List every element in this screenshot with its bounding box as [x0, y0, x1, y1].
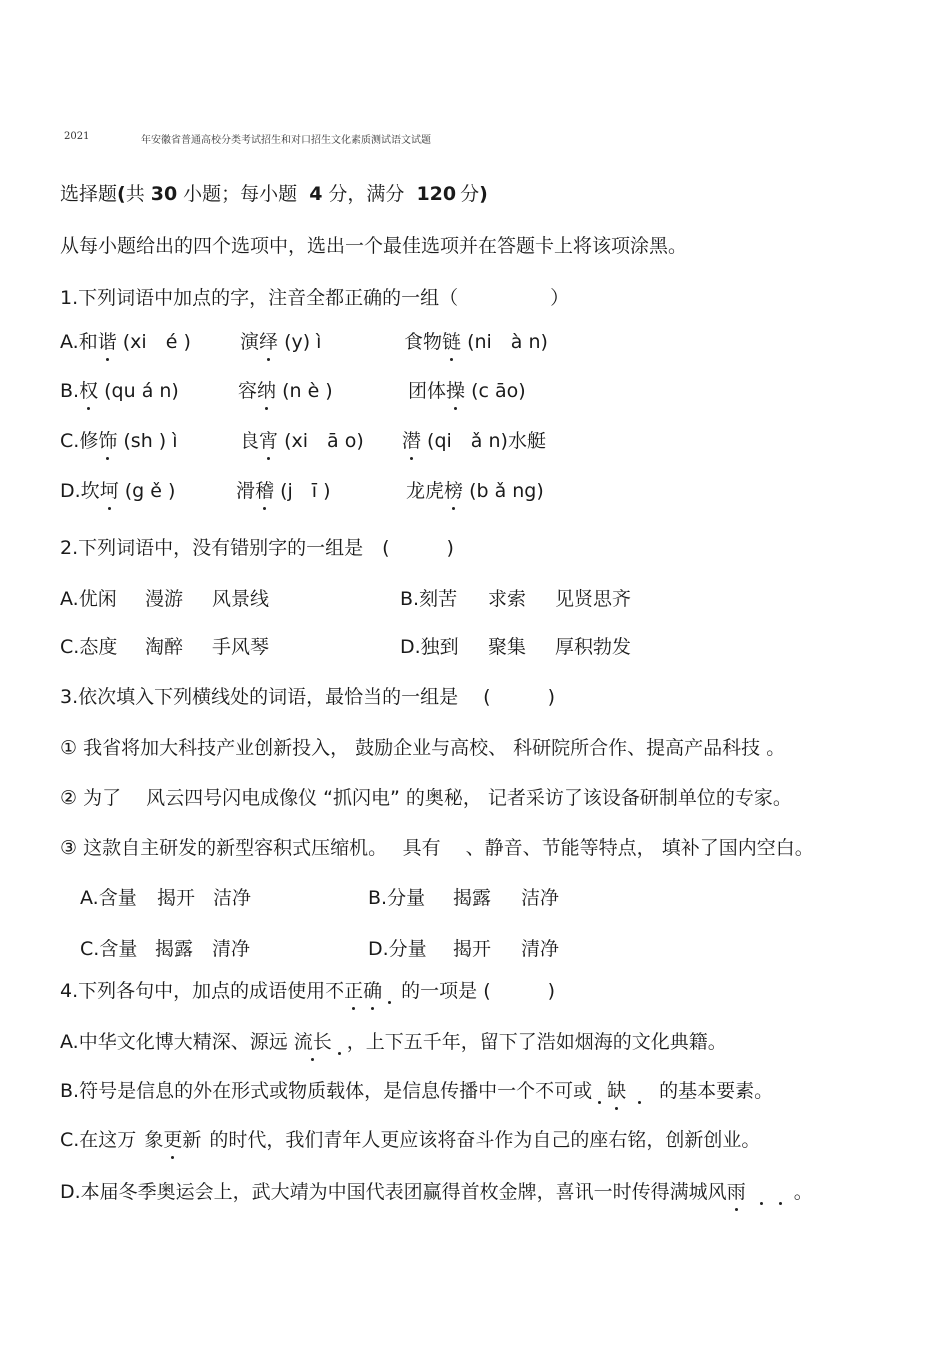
q3-option-b-word3: 洁净	[521, 887, 560, 909]
section-instruction: 从每小题给出的四个选项中，选出一个最佳选项并在答题卡上将该项涂黑。	[60, 235, 688, 257]
sentence-end: 的基本要素。	[659, 1080, 774, 1102]
pinyin: (y) ì	[278, 331, 322, 353]
word-plain: 和	[78, 331, 98, 353]
sentence-end: 的时代，我们青年人更应该将奋斗作为自己的座右铭，创新创业。	[209, 1129, 761, 1151]
q4-option-c	[60, 1128, 760, 1152]
q1-option-b-word3	[408, 379, 526, 403]
section-title	[60, 182, 488, 206]
q3-stem: 3.依次填入下列横线处的词语，最恰当的一组是 ( )	[60, 686, 555, 708]
q1-option-a-word3	[404, 330, 548, 354]
q4-option-b	[60, 1079, 773, 1104]
header-year: 2021	[64, 131, 90, 142]
dotted-char: 稽	[255, 480, 275, 502]
word-plain: 演	[240, 331, 260, 353]
dotted-char: 正	[344, 980, 364, 1002]
sentence-start: D.本届冬季奥运会上，武大靖为中国代表团赢得首枚金牌，喜讯一时传得满城风	[60, 1181, 727, 1203]
q2-option-d-word3: 厚积勃发	[555, 636, 632, 658]
q1-stem	[60, 286, 569, 310]
pinyin: (qu á n)	[98, 380, 179, 402]
pinyin: (c āo)	[465, 380, 526, 402]
option-label: D.	[60, 480, 81, 502]
option-label: A.	[60, 588, 79, 610]
word: 含量	[98, 887, 137, 909]
q3-option-d-word2: 揭开	[453, 938, 492, 960]
word-plain: 良	[240, 430, 260, 452]
section-count-label: 共	[125, 183, 145, 205]
sentence-start: A.中华文化博大精深、源远	[60, 1031, 288, 1053]
pinyin: (ni à n)	[461, 331, 548, 353]
dotted-idiom: 缺	[607, 1080, 627, 1102]
dotted-char: 操	[446, 380, 466, 402]
section-points-unit: 分，满分	[328, 183, 405, 205]
pinyin: (qi ǎ n)	[421, 430, 508, 452]
option-label: B.	[400, 588, 420, 610]
pinyin: (g ě )	[118, 480, 176, 502]
emphasis-dot	[598, 1101, 601, 1104]
dotted-char: 纳	[257, 380, 277, 402]
sentence-end: ，上下五千年，留下了浩如烟海的文化典籍。	[346, 1031, 727, 1053]
q3-option-d	[368, 937, 427, 961]
word-plain: 坎	[80, 480, 100, 502]
word-plain: 龙虎	[406, 480, 445, 502]
dotted-char: 榜	[444, 480, 464, 502]
emphasis-dot	[760, 1202, 763, 1205]
dotted-char: 绎	[259, 331, 279, 353]
pinyin: (b ǎ ng)	[463, 480, 544, 502]
dotted-char: 宵	[259, 430, 279, 452]
q3-option-b-word2: 揭露	[453, 887, 492, 909]
section-total: 120	[416, 183, 457, 205]
option-label: B.	[60, 380, 80, 402]
q3-option-c-word2: 揭露	[155, 938, 194, 960]
q2-option-b-word2: 求索	[488, 588, 527, 610]
dotted-char: 坷	[99, 480, 119, 502]
pinyin: (n è )	[276, 380, 333, 402]
q2-option-b	[400, 587, 457, 611]
q1-option-c	[60, 429, 178, 453]
q1-option-d-word3	[406, 479, 544, 503]
pinyin: (xi ā o)	[278, 430, 364, 452]
q4-stem-start: 4.下列各句中，加点的成语使用不	[60, 980, 345, 1002]
sentence-start: B.符号是信息的外在形式或物质载体，是信息传播中一个不可或	[60, 1080, 593, 1102]
word-plain: 团体	[408, 380, 447, 402]
q2-option-c-word2: 淘醉	[145, 636, 184, 658]
word: 分量	[388, 938, 427, 960]
sentence-end: 。	[793, 1181, 813, 1203]
section-paren-close: )	[479, 183, 488, 205]
q2-stem: 2.下列词语中，没有错别字的一组是 ( )	[60, 537, 454, 559]
q4-option-a	[60, 1030, 727, 1055]
option-label: D.	[368, 938, 389, 960]
word-tail: 水艇	[507, 430, 546, 452]
q1-option-d-word2	[236, 479, 331, 503]
emphasis-dot	[338, 1052, 341, 1055]
q2-option-d-word2: 聚集	[488, 636, 527, 658]
word-plain: 容	[238, 380, 258, 402]
section-title-prefix: 选择题	[60, 183, 118, 205]
dotted-char: 权	[79, 380, 99, 402]
dotted-char: 链	[442, 331, 462, 353]
q3-sentence-2: ② 为了 风云四号闪电成像仪 “抓闪电” 的奥秘， 记者采访了该设备研制单位的专家。	[60, 787, 792, 809]
section-paren-open: (	[117, 183, 126, 205]
word-plain: 食物	[404, 331, 443, 353]
q1-option-c-word3	[402, 429, 546, 453]
dotted-char: 潜	[402, 430, 422, 452]
option-label: D.	[400, 636, 421, 658]
word-plain: 修	[79, 430, 99, 452]
q2-option-a-word2: 漫游	[145, 588, 184, 610]
section-count-unit: 小题；每小题	[183, 183, 298, 205]
q1-option-b	[60, 379, 179, 403]
q3-option-d-word3: 清净	[521, 938, 560, 960]
option-label: C.	[60, 636, 80, 658]
q1-stem-text: 1.下列词语中加点的字，注音全都正确的一组（	[60, 287, 459, 309]
q2-option-d	[400, 635, 459, 659]
q4-stem-end: 的一项是 ( )	[401, 980, 556, 1002]
word: 含量	[99, 938, 138, 960]
option-label: B.	[368, 887, 388, 909]
q1-option-a-word2	[240, 330, 321, 354]
q1-option-a	[60, 330, 191, 354]
emphasis-dot	[638, 1101, 641, 1104]
pinyin: (xi é )	[116, 331, 191, 353]
word: 态度	[79, 636, 118, 658]
dotted-idiom: 象更新	[144, 1129, 202, 1151]
dotted-idiom: 雨	[726, 1181, 746, 1203]
option-label: C.	[80, 938, 100, 960]
sentence-start: C.在这万	[60, 1129, 137, 1151]
pinyin: (j ī )	[274, 480, 331, 502]
q1-option-b-word2	[238, 379, 333, 403]
q3-option-b	[368, 886, 425, 910]
word: 刻苦	[419, 588, 458, 610]
dotted-char: 谐	[97, 331, 117, 353]
option-label: A.	[60, 331, 79, 353]
q2-option-a	[60, 587, 117, 611]
section-total-unit: 分	[460, 183, 480, 205]
q1-option-d	[60, 479, 175, 503]
q3-option-c-word3: 清净	[212, 938, 251, 960]
word: 独到	[420, 636, 459, 658]
dotted-char: 确	[363, 980, 383, 1002]
word-plain: 滑	[236, 480, 256, 502]
pinyin: (sh ) ì	[117, 430, 178, 452]
option-label: A.	[80, 887, 99, 909]
q1-option-c-word2	[240, 429, 364, 453]
option-label: C.	[60, 430, 80, 452]
q4-option-d	[60, 1180, 813, 1205]
q2-option-b-word3: 见贤思齐	[555, 588, 632, 610]
q3-sentence-3: ③ 这款自主研发的新型容积式压缩机。 具有 、静音、节能等特点， 填补了国内空白。	[60, 837, 814, 859]
section-count: 30	[150, 183, 178, 205]
word: 优闲	[78, 588, 117, 610]
q3-sentence-1: ① 我省将加大科技产业创新投入， 鼓励企业与高校、 科研院所合作、提高产品科技 。	[60, 737, 786, 759]
q3-option-c	[80, 937, 137, 961]
q2-option-c-word3: 手风琴	[212, 636, 270, 658]
q3-option-a	[80, 886, 137, 910]
q1-stem-close: ）	[550, 287, 570, 309]
emphasis-dot	[388, 1001, 391, 1004]
q3-option-a-word3: 洁净	[213, 887, 252, 909]
header-title: 年安徽省普通高校分类考试招生和对口招生文化素质测试语文试题	[141, 135, 431, 146]
dotted-char: 饰	[98, 430, 118, 452]
q4-stem	[60, 979, 555, 1004]
q2-option-c	[60, 635, 117, 659]
dotted-idiom: 流长	[293, 1031, 332, 1053]
emphasis-dot	[779, 1202, 782, 1205]
q3-option-a-word2: 揭开	[157, 887, 196, 909]
q2-option-a-word3: 风景线	[212, 588, 270, 610]
word: 分量	[387, 887, 426, 909]
section-points: 4	[309, 183, 323, 205]
